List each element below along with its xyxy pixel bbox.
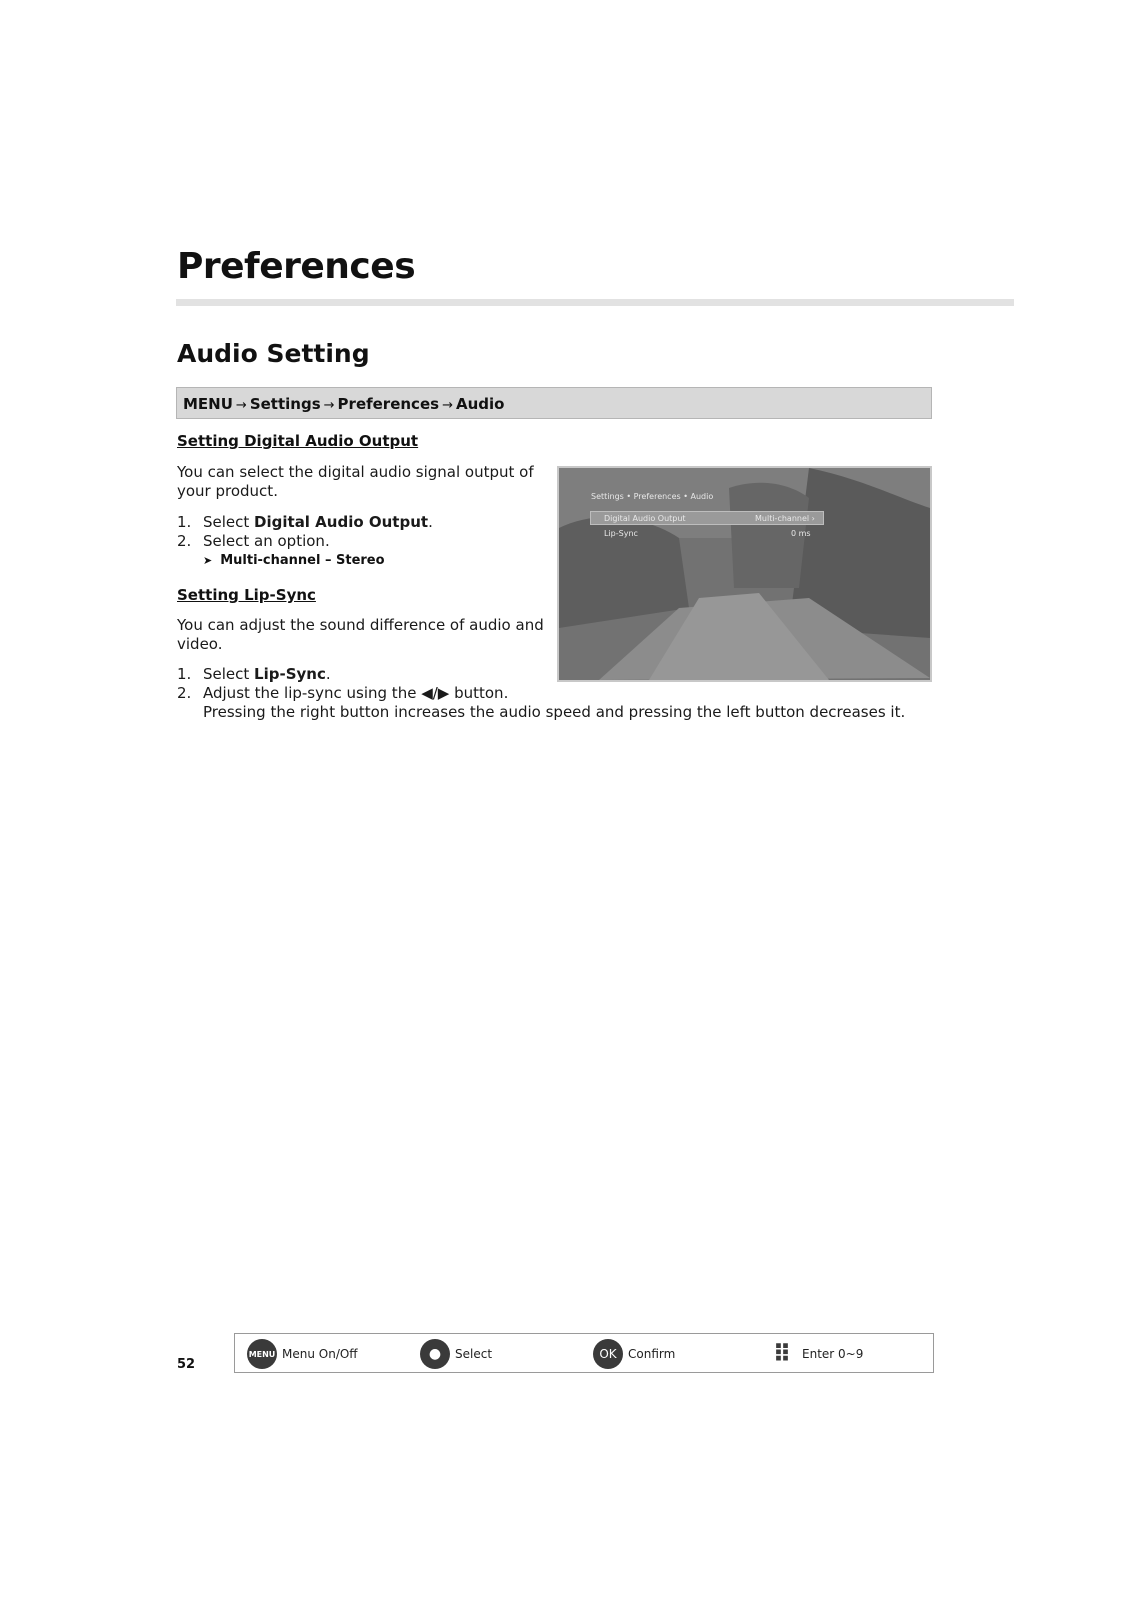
step-number: 2. (177, 684, 192, 702)
title-divider (176, 299, 1014, 306)
step-number: 1. (177, 665, 192, 683)
digital-audio-heading: Setting Digital Audio Output (177, 432, 419, 450)
intro-line: You can select the digital audio signal output of (177, 463, 534, 481)
path-arrow: → (323, 398, 335, 413)
step-number: 2. (177, 532, 192, 550)
legend-label: Menu On/Off (282, 1347, 358, 1361)
lip-sync-step-1 (177, 665, 331, 684)
step-number: 1. (177, 513, 192, 531)
step-text: Select (203, 665, 255, 683)
number-keypad-icon: ⠿ (767, 1339, 797, 1369)
lip-sync-note: Pressing the right button increases the audio speed and pressing the left button decreases it. (203, 703, 906, 721)
legend-item-menu (247, 1334, 358, 1374)
tv-screenshot (557, 466, 932, 682)
step-text: . (428, 513, 433, 531)
menu-path-item: Audio (455, 395, 505, 413)
page-number: 52 (177, 1357, 196, 1372)
step-text: Select (203, 513, 255, 531)
path-arrow: → (442, 398, 453, 413)
osd-row-value: 0 ms (791, 529, 811, 538)
ok-key-icon: OK (593, 1339, 623, 1369)
menu-path-item: MENU (183, 395, 233, 413)
lip-sync-intro (177, 616, 544, 654)
step-text: . (325, 665, 331, 683)
option-list (203, 553, 385, 568)
legend-label: Select (455, 1347, 493, 1361)
menu-path-bar (176, 387, 932, 419)
legend-item-select (420, 1334, 492, 1374)
option-values: Multi-channel – Stereo (220, 553, 385, 568)
page-title: Preferences (177, 246, 416, 287)
legend-label: Confirm (628, 1347, 676, 1361)
step-text: Adjust the lip-sync using the ◀/▶ button. (203, 684, 509, 702)
step-emphasis: Digital Audio Output (254, 513, 429, 531)
menu-path-item: Settings (249, 395, 321, 413)
legend-item-numbers (767, 1334, 863, 1374)
path-arrow: → (235, 398, 247, 413)
lip-sync-step-2 (177, 684, 508, 703)
digital-audio-step-2 (177, 532, 330, 551)
navigation-key-icon: ● (420, 1339, 450, 1369)
intro-line: your product. (177, 482, 278, 500)
osd-row-label: Lip-Sync (604, 529, 638, 538)
lip-sync-heading: Setting Lip-Sync (177, 586, 316, 604)
intro-line: video. (177, 635, 223, 653)
step-text: Select an option. (203, 532, 330, 550)
remote-key-legend (234, 1333, 934, 1373)
section-title: Audio Setting (177, 339, 370, 368)
step-emphasis: Lip-Sync (254, 665, 326, 683)
osd-breadcrumb: Settings • Preferences • Audio (591, 492, 714, 501)
legend-label: Enter 0~9 (802, 1347, 864, 1361)
osd-row-label: Digital Audio Output (604, 514, 686, 523)
arrow-bullet-icon: ➤ (203, 554, 213, 567)
menu-key-icon: MENU (247, 1339, 277, 1369)
legend-item-confirm (593, 1334, 675, 1374)
menu-path-item: Preferences (337, 395, 440, 413)
digital-audio-intro (177, 463, 534, 501)
intro-line: You can adjust the sound difference of audio and (177, 616, 544, 634)
osd-row-value: Multi-channel › (755, 514, 815, 523)
digital-audio-step-1 (177, 513, 433, 532)
